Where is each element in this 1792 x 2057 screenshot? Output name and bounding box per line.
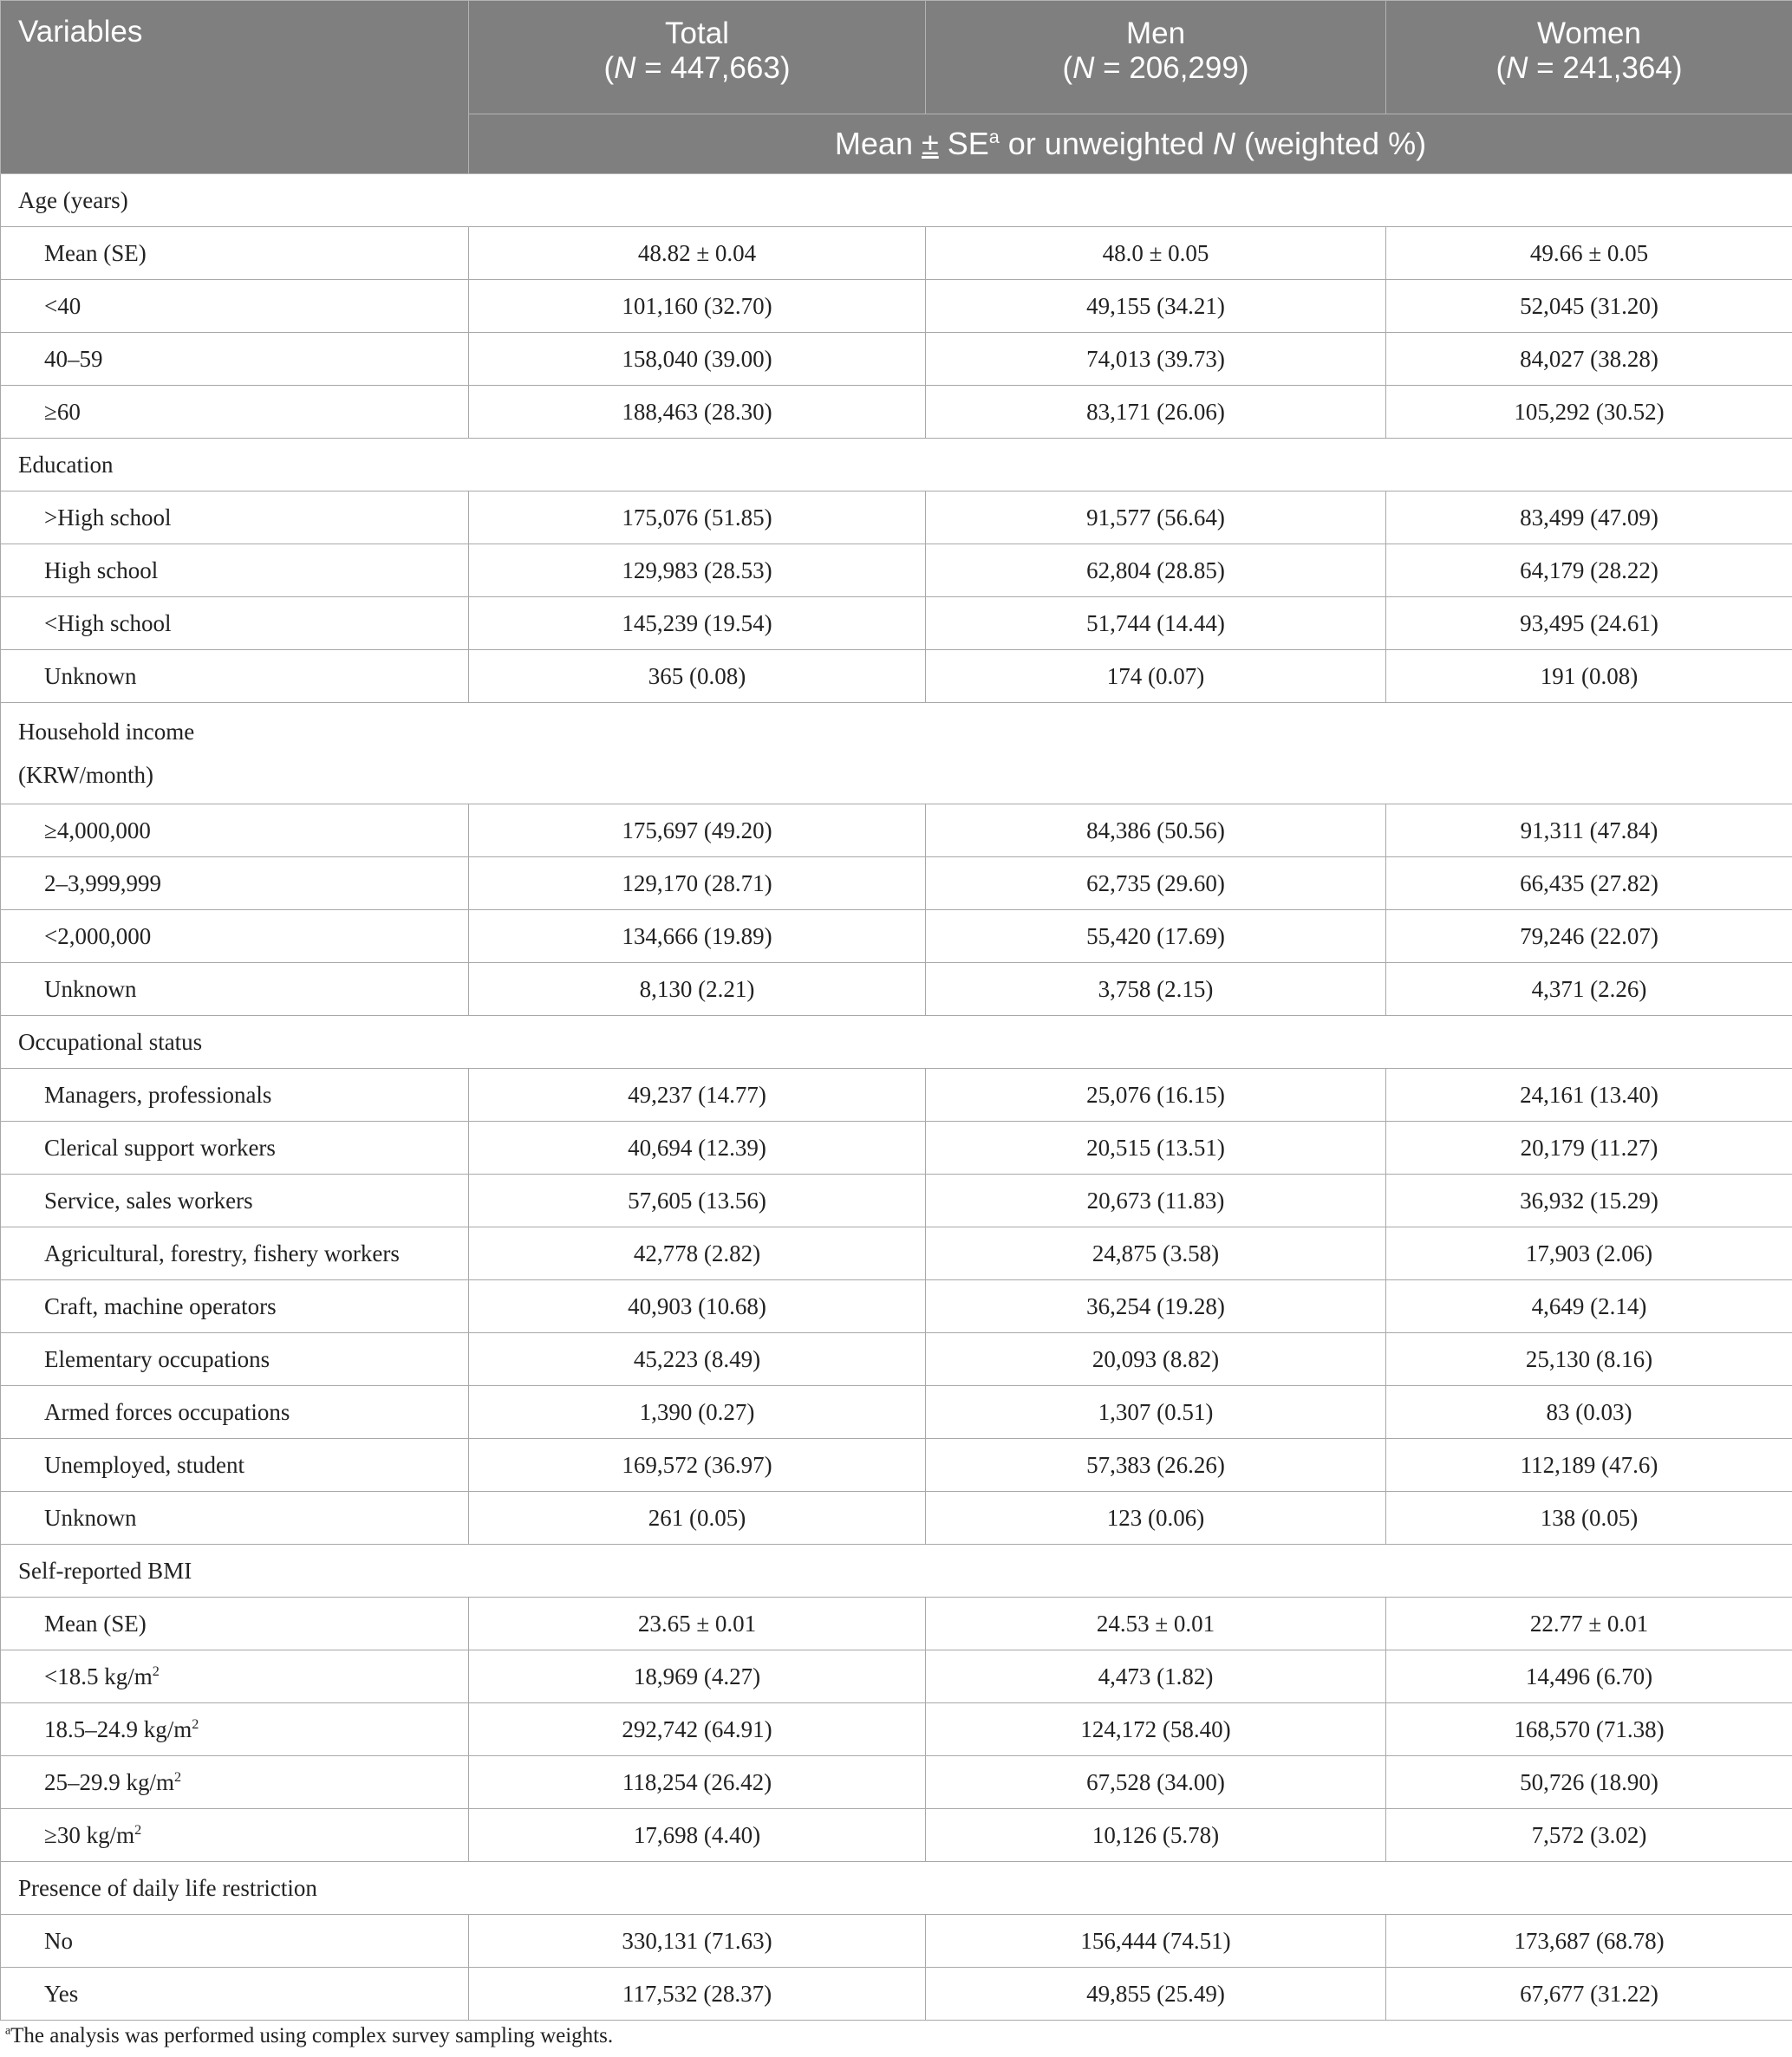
row-label: Unknown (1, 650, 469, 703)
men-value: 51,744 (14.44) (926, 597, 1386, 650)
table-header (1, 1, 1792, 174)
row-label: <18.5 $kg/m^2$ (1, 1650, 469, 1703)
women-value: 79,246 (22.07) (1386, 910, 1792, 963)
total-value: 101,160 (32.70) (469, 280, 926, 333)
row-label: Craft, machine operators (1, 1280, 469, 1333)
men-value: 25,076 (16.15) (926, 1069, 1386, 1122)
men-value: 84,386 (50.56) (926, 804, 1386, 857)
women-value: 22.77 ± 0.01 (1386, 1598, 1792, 1650)
total-value: 48.82 ± 0.04 (469, 227, 926, 280)
table-row (1, 1915, 1792, 1968)
men-value: 57,383 (26.26) (926, 1439, 1386, 1492)
table-row (1, 227, 1792, 280)
women-value: 4,371 (2.26) (1386, 963, 1792, 1016)
table-row (1, 1492, 1792, 1545)
total-value: 40,694 (12.39) (469, 1122, 926, 1175)
row-label: Yes (1, 1968, 469, 2021)
men-value: 24,875 (3.58) (926, 1227, 1386, 1280)
men-value: 174 (0.07) (926, 650, 1386, 703)
table-body (1, 174, 1792, 2021)
total-value: 42,778 (2.82) (469, 1227, 926, 1280)
men-value: 20,673 (11.83) (926, 1175, 1386, 1227)
total-value: 129,170 (28.71) (469, 857, 926, 910)
row-label: Service, sales workers (1, 1175, 469, 1227)
total-value: 261 (0.05) (469, 1492, 926, 1545)
total-value: 17,698 (4.40) (469, 1809, 926, 1862)
men-value: 3,758 (2.15) (926, 963, 1386, 1016)
group-label: Occupational status (1, 1016, 1792, 1069)
men-value: 48.0 ± 0.05 (926, 227, 1386, 280)
men-value: 123 (0.06) (926, 1492, 1386, 1545)
statistic-subheader: Mean ± $SE^a$ or unweighted N (weighted %) (469, 114, 1792, 174)
table-row (1, 1386, 1792, 1439)
group-header-row (1, 1862, 1792, 1915)
group-header-row (1, 1545, 1792, 1598)
table-row (1, 857, 1792, 910)
women-value: 105,292 (30.52) (1386, 386, 1792, 439)
row-label: 25–29.9 $kg/m^2$ (1, 1756, 469, 1809)
row-label: 40–59 (1, 333, 469, 386)
table-row (1, 650, 1792, 703)
women-value: 36,932 (15.29) (1386, 1175, 1792, 1227)
total-value: 158,040 (39.00) (469, 333, 926, 386)
total-value: 175,697 (49.20) (469, 804, 926, 857)
table-row (1, 544, 1792, 597)
men-value: 20,093 (8.82) (926, 1333, 1386, 1386)
table-row (1, 1227, 1792, 1280)
table-row (1, 491, 1792, 544)
row-label: Unknown (1, 963, 469, 1016)
women-value: 138 (0.05) (1386, 1492, 1792, 1545)
row-label: <High school (1, 597, 469, 650)
row-label: 18.5–24.9 $kg/m^2$ (1, 1703, 469, 1756)
men-value: 36,254 (19.28) (926, 1280, 1386, 1333)
women-value: 14,496 (6.70) (1386, 1650, 1792, 1703)
group-header-row (1, 439, 1792, 491)
table-row (1, 1598, 1792, 1650)
table-row (1, 1122, 1792, 1175)
row-label: Unknown (1, 1492, 469, 1545)
women-value: 7,572 (3.02) (1386, 1809, 1792, 1862)
table-row (1, 1703, 1792, 1756)
table-row (1, 1333, 1792, 1386)
row-label: 2–3,999,999 (1, 857, 469, 910)
women-value: 83,499 (47.09) (1386, 491, 1792, 544)
total-value: 129,983 (28.53) (469, 544, 926, 597)
row-label: Clerical support workers (1, 1122, 469, 1175)
column-n: (N = 447,663) (603, 51, 791, 85)
total-value: 18,969 (4.27) (469, 1650, 926, 1703)
table-row (1, 386, 1792, 439)
table-row (1, 1650, 1792, 1703)
table-row (1, 280, 1792, 333)
total-value: 8,130 (2.21) (469, 963, 926, 1016)
men-value: 4,473 (1.82) (926, 1650, 1386, 1703)
women-value: 4,649 (2.14) (1386, 1280, 1792, 1333)
total-value: 117,532 (28.37) (469, 1968, 926, 2021)
men-column-header (926, 1, 1386, 114)
row-label: ≥30 $kg/m^2$ (1, 1809, 469, 1862)
men-value: 1,307 (0.51) (926, 1386, 1386, 1439)
total-value: 45,223 (8.49) (469, 1333, 926, 1386)
table-row (1, 1439, 1792, 1492)
women-value: 168,570 (71.38) (1386, 1703, 1792, 1756)
total-value: 145,239 (19.54) (469, 597, 926, 650)
column-name: Total (665, 16, 729, 50)
column-n: (N = 206,299) (1062, 51, 1249, 85)
group-header-row (1, 703, 1792, 804)
table-row (1, 1280, 1792, 1333)
group-header-row (1, 174, 1792, 227)
women-value: 91,311 (47.84) (1386, 804, 1792, 857)
table-row (1, 1175, 1792, 1227)
women-value: 64,179 (28.22) (1386, 544, 1792, 597)
row-label: <40 (1, 280, 469, 333)
women-value: 84,027 (38.28) (1386, 333, 1792, 386)
total-value: 118,254 (26.42) (469, 1756, 926, 1809)
row-label: Unemployed, student (1, 1439, 469, 1492)
men-value: 10,126 (5.78) (926, 1809, 1386, 1862)
men-value: 49,855 (25.49) (926, 1968, 1386, 2021)
women-value: 112,189 (47.6) (1386, 1439, 1792, 1492)
row-label: Managers, professionals (1, 1069, 469, 1122)
column-name: Men (1125, 16, 1186, 50)
group-label: Household income (KRW/month) (1, 703, 1792, 804)
row-label: ≥4,000,000 (1, 804, 469, 857)
group-label: Self-reported BMI (1, 1545, 1792, 1598)
men-value: 83,171 (26.06) (926, 386, 1386, 439)
men-value: 91,577 (56.64) (926, 491, 1386, 544)
table-row (1, 1756, 1792, 1809)
women-column-header (1386, 1, 1792, 114)
women-value: 25,130 (8.16) (1386, 1333, 1792, 1386)
total-value: 40,903 (10.68) (469, 1280, 926, 1333)
women-value: 20,179 (11.27) (1386, 1122, 1792, 1175)
group-label: Presence of daily life restriction (1, 1862, 1792, 1915)
row-label: Mean (SE) (1, 1598, 469, 1650)
total-value: 57,605 (13.56) (469, 1175, 926, 1227)
table-row (1, 597, 1792, 650)
table-row (1, 333, 1792, 386)
men-value: 24.53 ± 0.01 (926, 1598, 1386, 1650)
table-row (1, 804, 1792, 857)
row-label: >High school (1, 491, 469, 544)
men-value: 49,155 (34.21) (926, 280, 1386, 333)
column-n: (N = 241,364) (1496, 51, 1683, 85)
group-label: Education (1, 439, 1792, 491)
variables-header: Variables (1, 1, 469, 174)
women-value: 93,495 (24.61) (1386, 597, 1792, 650)
women-value: 50,726 (18.90) (1386, 1756, 1792, 1809)
row-label: Elementary occupations (1, 1333, 469, 1386)
women-value: 83 (0.03) (1386, 1386, 1792, 1439)
women-value: 24,161 (13.40) (1386, 1069, 1792, 1122)
total-value: 175,076 (51.85) (469, 491, 926, 544)
total-value: 169,572 (36.97) (469, 1439, 926, 1492)
total-value: 134,666 (19.89) (469, 910, 926, 963)
row-label: ≥60 (1, 386, 469, 439)
men-value: 62,804 (28.85) (926, 544, 1386, 597)
table-row (1, 963, 1792, 1016)
total-value: 365 (0.08) (469, 650, 926, 703)
total-column-header (469, 1, 926, 114)
total-value: 292,742 (64.91) (469, 1703, 926, 1756)
total-value: 49,237 (14.77) (469, 1069, 926, 1122)
column-name: Women (1537, 16, 1641, 50)
group-label: Age (years) (1, 174, 1792, 227)
men-value: 124,172 (58.40) (926, 1703, 1386, 1756)
total-value: 330,131 (71.63) (469, 1915, 926, 1968)
women-value: 191 (0.08) (1386, 650, 1792, 703)
row-label: No (1, 1915, 469, 1968)
row-label: Mean (SE) (1, 227, 469, 280)
women-value: 66,435 (27.82) (1386, 857, 1792, 910)
row-label: <2,000,000 (1, 910, 469, 963)
table-row (1, 910, 1792, 963)
women-value: 173,687 (68.78) (1386, 1915, 1792, 1968)
women-value: 52,045 (31.20) (1386, 280, 1792, 333)
group-header-row (1, 1016, 1792, 1069)
men-value: 67,528 (34.00) (926, 1756, 1386, 1809)
men-value: 55,420 (17.69) (926, 910, 1386, 963)
women-value: 49.66 ± 0.05 (1386, 227, 1792, 280)
row-label: Armed forces occupations (1, 1386, 469, 1439)
total-value: 1,390 (0.27) (469, 1386, 926, 1439)
total-value: 23.65 ± 0.01 (469, 1598, 926, 1650)
women-value: 17,903 (2.06) (1386, 1227, 1792, 1280)
men-value: 20,515 (13.51) (926, 1122, 1386, 1175)
table-footnote: $^a$The analysis was performed using complex survey sampling weights. (5, 2023, 614, 2047)
total-value: 188,463 (28.30) (469, 386, 926, 439)
table-row (1, 1968, 1792, 2021)
men-value: 74,013 (39.73) (926, 333, 1386, 386)
row-label: High school (1, 544, 469, 597)
men-value: 62,735 (29.60) (926, 857, 1386, 910)
table-row (1, 1069, 1792, 1122)
men-value: 156,444 (74.51) (926, 1915, 1386, 1968)
table-row (1, 1809, 1792, 1862)
women-value: 67,677 (31.22) (1386, 1968, 1792, 2021)
row-label: Agricultural, forestry, fishery workers (1, 1227, 469, 1280)
